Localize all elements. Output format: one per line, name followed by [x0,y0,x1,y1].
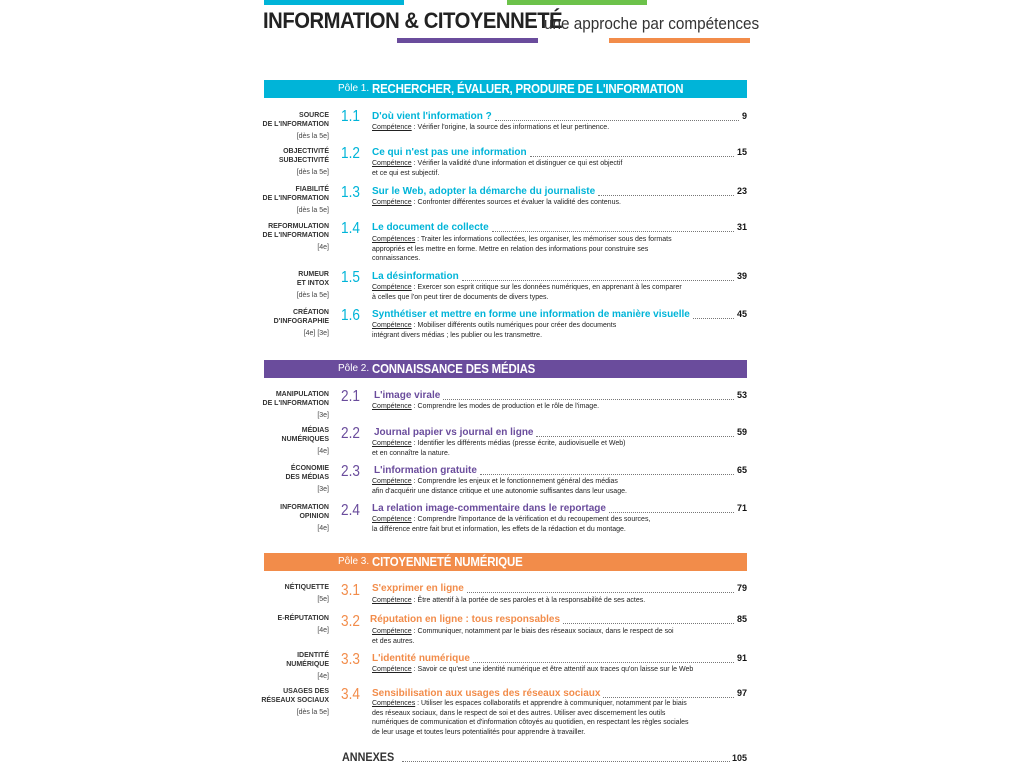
pole-2-bar [264,360,747,378]
entry-number: 2.3 [341,463,360,480]
annexes-page: 105 [731,753,747,763]
entry-side-label: IDENTITÉ NUMÉRIQUE [4e] [286,652,329,680]
competence-text: Compétence : Savoir ce qu'est une identité numérique et être attentif aux traces qu'on laisse sur le Web [372,666,694,673]
competence-text: Compétence : Comprendre les enjeux et le fonctionnement général des médias afin d'acquérir une distance critique et une autonomie suffisantes dans leur usage. [372,478,627,495]
pole-1-title: RECHERCHER, ÉVALUER, PRODUIRE DE L'INFORMATION [372,81,684,96]
entry-number: 1.2 [341,145,360,162]
competence-text: Compétence : Comprendre les modes de production et le rôle de l'image. [372,403,600,410]
entry-side-label: OBJECTIVITÉ SUBJECTIVITÉ [dès la 5e] [278,148,329,176]
entry-number: 1.6 [341,307,360,324]
competence-text: Compétence : Comprendre l'importance de la vérification et du recoupement des sources, la différence entre fait brut et information, les effets de la rédaction et du montage. [372,516,651,533]
entry-number: 1.3 [341,184,360,201]
top-strip-cyan [264,0,404,5]
entry-number: 3.4 [341,686,360,703]
competence-text: Compétences : Traiter les informations collectées, les organiser, les mémoriser sous des formats appropriés et les mettre en forme. Mettre en relation des informations pour construire ses connaissances. [372,236,672,263]
entry-number: 1.4 [341,220,360,237]
entry-side-label: INFORMATION OPINION [4e] [280,504,329,532]
pole-2-title: CONNAISSANCE DES MÉDIAS [372,361,536,376]
toc-entry[interactable]: Sensibilisation aux usages des réseaux sociaux 97 [372,688,747,699]
toc-entry-annexes[interactable] [342,750,747,764]
competence-text: Compétence : Exercer son esprit critique sur les données numériques, en apprenant à les comparer à celles que l'on peut tirer de documents de divers types. [372,284,682,301]
top-strip-green [507,0,647,5]
pole-3-bar [264,553,747,571]
pole-3-label: Pôle 3. [338,556,370,567]
entry-number: 2.1 [341,388,360,405]
toc-entry[interactable]: La désinformation 39 [372,271,747,282]
entry-number: 3.3 [341,651,360,668]
pole-3-title: CITOYENNETÉ NUMÉRIQUE [372,554,523,569]
toc-entry[interactable]: L'information gratuite 65 [374,465,747,476]
entry-side-label: SOURCE DE L'INFORMATION [dès la 5e] [262,112,329,140]
competence-text: Compétence : Être attentif à la portée de ses paroles et à la responsabilité de ses actes. [372,597,646,604]
toc-entry[interactable]: Ce qui n'est pas une information 15 [372,147,747,158]
entry-side-label: MANIPULATION DE L'INFORMATION [3e] [262,391,329,419]
entry-side-label: ÉCONOMIE DES MÉDIAS [3e] [285,465,329,493]
entry-number: 1.1 [341,108,360,125]
competence-text: Compétence : Communiquer, notamment par le biais des réseaux sociaux, dans le respect de soi et des autres. [372,628,674,645]
entry-side-label: FIABILITÉ DE L'INFORMATION [dès la 5e] [262,186,329,214]
entry-side-label: REFORMULATION DE L'INFORMATION [4e] [262,223,329,251]
annexes-label: ANNEXES [342,750,395,764]
competence-text: Compétence : Vérifier l'origine, la source des informations et leur pertinence. [372,124,610,131]
toc-entry[interactable]: Le document de collecte 31 [372,222,747,233]
entry-side-label: USAGES DES RÉSEAUX SOCIAUX [dès la 5e] [261,688,329,716]
toc-entry[interactable]: Sur le Web, adopter la démarche du journaliste 23 [372,186,747,197]
subtitle-underline-orange [609,38,750,43]
page-title: INFORMATION & CITOYENNETÉ [263,8,563,33]
entry-number: 3.1 [341,582,360,599]
toc-entry[interactable]: Synthétiser et mettre en forme une information de manière visuelle 45 [372,309,747,320]
toc-entry[interactable]: L'image virale 53 [374,390,747,401]
pole-1-label: Pôle 1. [338,83,370,94]
entry-side-label: CRÉATION D'INFOGRAPHIE [4e] [3e] [273,309,329,337]
toc-entry[interactable]: La relation image-commentaire dans le reportage 71 [372,503,747,514]
competence-text: Compétence : Identifier les différents médias (presse écrite, audiovisuelle et Web) et en connaître la nature. [372,440,626,457]
page-subtitle: une approche par compétences [544,14,760,33]
toc-entry[interactable]: Réputation en ligne : tous responsables 85 [370,614,747,625]
competence-text: Compétence : Confronter différentes sources et évaluer la validité des contenus. [372,199,621,206]
title-underline-purple [397,38,538,43]
competence-text: Compétence : Mobiliser différents outils numériques pour créer des documents intégrant divers médias ; les publier ou les transmettre. [372,322,617,339]
entry-side-label: MÉDIAS NUMÉRIQUES [4e] [281,427,329,455]
pole-2-label: Pôle 2. [338,363,370,374]
entry-number: 2.2 [341,425,360,442]
toc-entry[interactable]: L'identité numérique 91 [372,653,747,664]
competence-text: Compétences : Utiliser les espaces collaboratifs et apprendre à communiquer, notamment par le biais des réseaux sociaux, dans le respect de soi et des autres. Utiliser avec discernement les outils numériques de communication et d'information côtoyés au quotidien, en respectant les règles sociales de leur usage et toutes leurs potentialités pour apprendre à travailler. [372,700,689,736]
toc-entry[interactable]: S'exprimer en ligne 79 [372,583,747,594]
toc-entry[interactable]: D'où vient l'information ? 9 [372,111,747,122]
entry-number: 3.2 [341,613,360,630]
entry-side-label: NÉTIQUETTE [5e] [284,584,329,603]
entry-number: 2.4 [341,502,360,519]
entry-side-label: E-RÉPUTATION [4e] [277,615,329,634]
competence-text: Compétence : Vérifier la validité d'une information et distinguer ce qui est objectif et ce qui est subjectif. [372,160,623,177]
entry-number: 1.5 [341,269,360,286]
pole-1-bar [264,80,747,98]
entry-side-label: RUMEUR ET INTOX [dès la 5e] [296,271,329,299]
toc-entry[interactable]: Journal papier vs journal en ligne 59 [374,427,747,438]
